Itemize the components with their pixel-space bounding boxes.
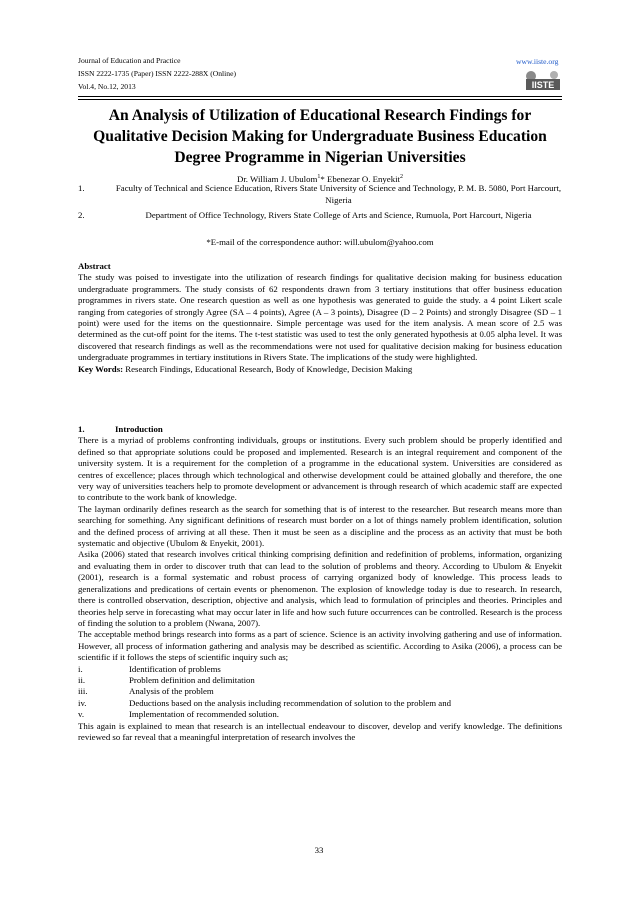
keywords-text: Research Findings, Educational Research, Body of Knowledge, Decision Making [123, 363, 413, 374]
intro-paragraph-2: The layman ordinarily defines research as the search for something that is of interest to the researcher. But research means more than searching for something. Any significant definitions of research must border on a lot of things namely problem identification, solution and the defined process of arriving at all these. Then it must be seen as a discipline and the process as an activity that must be both systematic and objective (Ubulom & Enyekit, 2001). [78, 503, 562, 549]
header-rule [78, 96, 562, 97]
author-separator: * Ebenezar O. Enyekit [320, 173, 400, 184]
list-number: i. [78, 663, 83, 674]
volume-line: Vol.4, No.12, 2013 [78, 82, 136, 91]
intro-paragraph-4: The acceptable method brings research into forms as a part of science. Science is an activity involving gathering and use of information. However, all process of information gathering and analysis may be described as scientific. According to Asika (2006), a process can be scientific if it follows the steps of scientific inquiry such as; [78, 629, 562, 663]
list-text: Analysis of the problem [129, 686, 214, 697]
list-item [78, 698, 562, 709]
list-number: ii. [78, 674, 86, 685]
intro-paragraph-5: This again is explained to mean that research is an intellectual endeavour to discover, develop and verify knowledge. The definitions reviewed so far reveal that a meaningful interpretation of research involves the [78, 720, 562, 742]
list-item [78, 664, 562, 675]
intro-heading-line [78, 424, 562, 435]
keywords-label: Key Words: [78, 363, 124, 374]
list-text: Identification of problems [129, 663, 221, 674]
iiste-logo [523, 68, 563, 94]
journal-name: Journal of Education and Practice [78, 56, 181, 65]
abstract-heading: Abstract [78, 261, 111, 271]
list-item [78, 675, 562, 686]
header-rule-thin [78, 99, 562, 100]
author-1: Dr. William J. Ubulom [236, 173, 318, 184]
abstract-text: The study was poised to investigate into the utilization of research findings for qualitative decision making for business education undergraduate programmers. The study consists of 62 respondents drawn from 3 tertiary institutions that offer business education programmes in rivers state. One research question as well as one hypothesis was generated to guide the study. a 4 point Likert scale ranging from categories of strongly Agree (SA – 4 points), Agree (A – 3 points), Disagree (D – 2 Points) and strongly Disagree (SD – 1 point) were used for the items on the questionnaire. Simple percentage was used for the item analysis. A mean score of 2.5 was determined as the cut-off point for the items. The t-test statistic was used to test the only generated hypothesis at 0.05 alpha level. It was discovered that research findings as well as the recommendations were not used for qualitative decision making for business education undergraduate programmes in tertiary institutions in Rivers State. The implications of the study were highlighted. [78, 272, 562, 363]
list-text: Deductions based on the analysis including recommendation of solution to the problem and [129, 697, 451, 708]
keywords-line [78, 364, 562, 375]
affiliation-text: Department of Office Technology, Rivers State College of Arts and Science, Rumuola, Port Harcourt, Nigeria [145, 210, 532, 220]
intro-paragraph-3: Asika (2006) stated that research involves critical thinking comprising definition and redefinition of problems, information, organizing and evaluating them in order to discover truth that can lead to the solution of problems and theory. According to Ubulom & Enyekit (2001), research is a formal systematic and robust process of carrying organized body of knowledge. This process leads to generalizations and predications of certain events or phenomenon. The explosion of knowledge today is due to research. In research, there is controlled observation, description, objective and analysis, which lead to formulation of principles and theories. Principles and theories help serve in forecasting what may occur later in life and how such future occurrences can be controlled. Research is the process of finding the solution to a problem (Nwana, 2007). [78, 549, 562, 628]
paper-title: An Analysis of Utilization of Educational Research Findings for Qualitative Decision Making for Undergraduate Business Education Degree Programme in Nigerian Universities [93, 107, 547, 166]
intro-number: 1. [78, 424, 85, 434]
list-number: v. [78, 709, 85, 720]
author-2-sup: 2 [400, 174, 403, 180]
journal-url-link[interactable]: www.iiste.org [516, 57, 559, 66]
intro-heading: Introduction [115, 424, 163, 434]
list-text: Problem definition and delimitation [129, 674, 255, 685]
author-1-sup: 1 [317, 174, 321, 180]
list-item [78, 709, 562, 720]
page-number: 33 [314, 845, 324, 855]
intro-paragraph-1: There is a myriad of problems confronting individuals, groups or institutions. Every such problem should be properly identified and defined so that appropriate solutions could be proposed and implemented. Research is an integral requirement and component of the university system. It is a requirement for the completion of a programme in the educational system. Universities are considered as centres of excellence; places through which technological and otherwise development could be attained globally and therefore, the one very way of universities teachers help to promote development or advancement is through research of which academic staff are expected to contribute to the work bank of knowledge. [78, 435, 562, 503]
introduction-section [78, 424, 562, 743]
affiliation-1 [78, 183, 562, 206]
list-text: Implementation of recommended solution. [129, 709, 279, 720]
logo-text: IISTE [531, 80, 555, 90]
issn-line: ISSN 2222-1735 (Paper) ISSN 2222-288X (Online) [78, 69, 236, 78]
affiliation-text: Faculty of Technical and Science Education, Rivers State University of Science and Technology, P. M. B. 5080, Port Harcourt, Nigeria [115, 183, 562, 205]
correspondence-email: *E-mail of the correspondence author: will.ubulom@yahoo.com [206, 237, 434, 247]
inquiry-steps-list [78, 664, 562, 721]
list-number: iii. [78, 686, 88, 697]
affiliation-number: 1. [78, 183, 85, 193]
list-number: iv. [78, 697, 87, 708]
affiliation-2 [78, 210, 562, 222]
abstract-section [78, 261, 562, 375]
affiliation-number: 2. [78, 210, 85, 220]
list-item [78, 686, 562, 697]
